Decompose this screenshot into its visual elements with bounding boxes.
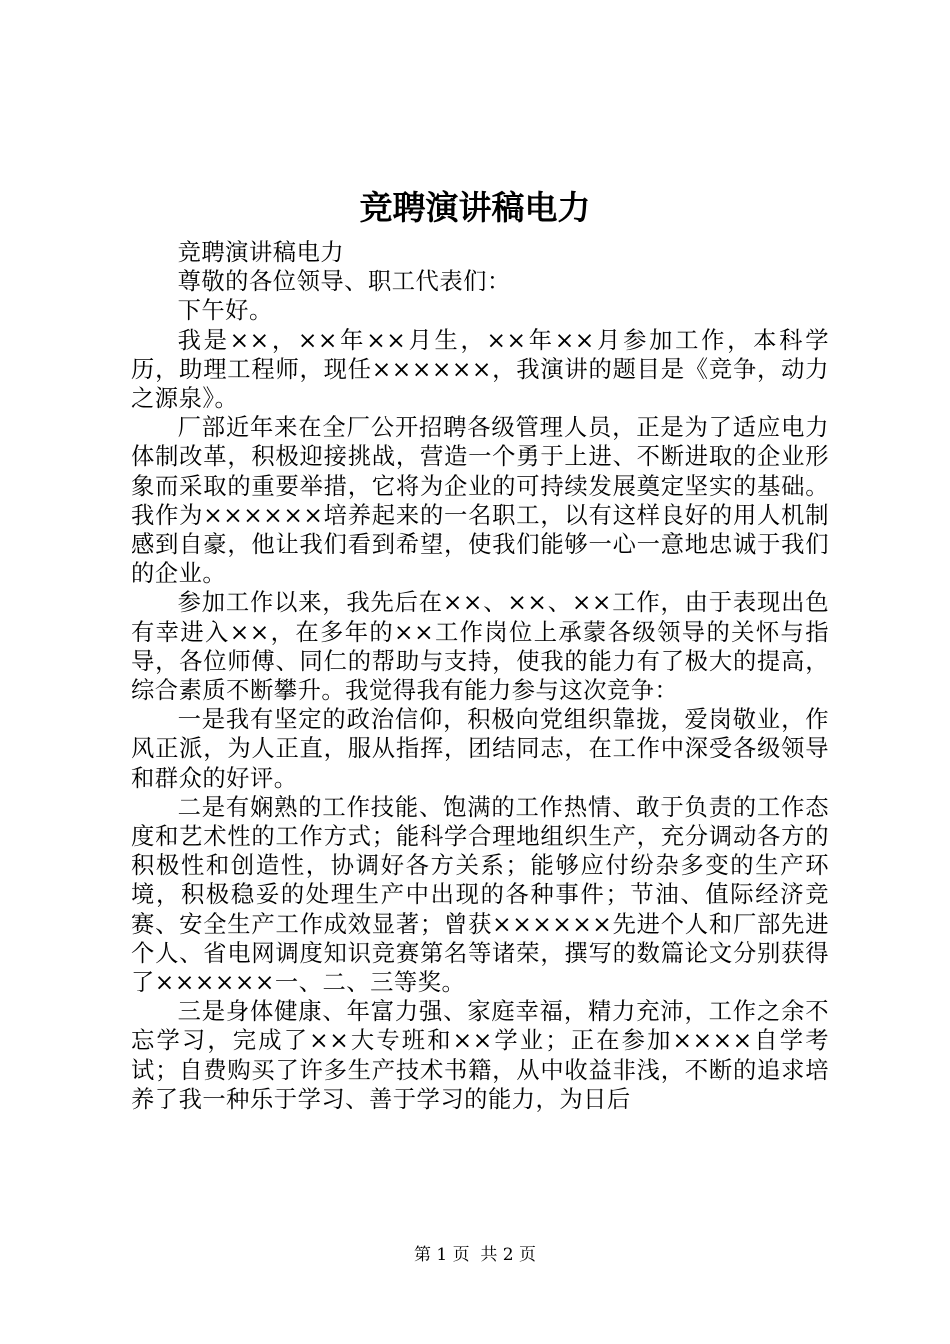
document-body: [131, 238, 829, 1114]
paragraph: 厂部近年来在全厂公开招聘各级管理人员，正是为了适应电力体制改革，积极迎接挑战，营造一个勇于上进、不断进取的企业形象而采取的重要举措，它将为企业的可持续发展奠定坚实的基础。我作为××××××培养起来的一名职工，以有这样良好的用人机制感到自豪，他让我们看到希望，使我们能够一心一意地忠诚于我们的企业。: [131, 414, 829, 588]
page-number: 第 1 页: [413, 1245, 470, 1265]
page-total: 共 2 页: [480, 1245, 537, 1265]
page-footer: [0, 1243, 950, 1267]
document-title: 竞聘演讲稿电力: [359, 188, 591, 227]
paragraph: 下午好。: [177, 297, 273, 325]
paragraph: 竞聘演讲稿电力: [177, 239, 345, 266]
paragraph: 一是我有坚定的政治信仰，积极向党组织靠拢，爱岗敬业，作风正派，为人正直，服从指挥，团结同志，在工作中深受各级领导和群众的好评。: [131, 706, 829, 792]
paragraph: 参加工作以来，我先后在××、××、××工作，由于表现出色有幸进入××，在多年的××工作岗位上承蒙各级领导的关怀与指导，各位师傅、同仁的帮助与支持，使我的能力有了极大的提高，综合素质不断攀升。我觉得我有能力参与这次竞争：: [131, 589, 829, 705]
paragraph: 二是有娴熟的工作技能、饱满的工作热情、敢于负责的工作态度和艺术性的工作方式；能科学合理地组织生产，充分调动各方的积极性和创造性，协调好各方关系；能够应付纷杂多变的生产环境，积极稳妥的处理生产中出现的各种事件；节油、值际经济竞赛、安全生产工作成效显著；曾获××××××先进个人和厂部先进个人、省电网调度知识竞赛第名等诸荣，撰写的数篇论文分别获得了××××××一、二、三等奖。: [131, 793, 829, 997]
paragraph: 我是××，××年××月生，××年××月参加工作，本科学历，助理工程师，现任××××××，我演讲的题目是《竞争，动力之源泉》。: [131, 326, 829, 413]
paragraph: 三是身体健康、年富力强、家庭幸福，精力充沛，工作之余不忘学习，完成了××大专班和××学业；正在参加××××自学考试；自费购买了许多生产技术书籍，从中收益非浅，不断的追求培养了我一种乐于学习、善于学习的能力，为日后: [131, 998, 829, 1113]
paragraph: 尊敬的各位领导、职工代表们：: [177, 268, 511, 296]
